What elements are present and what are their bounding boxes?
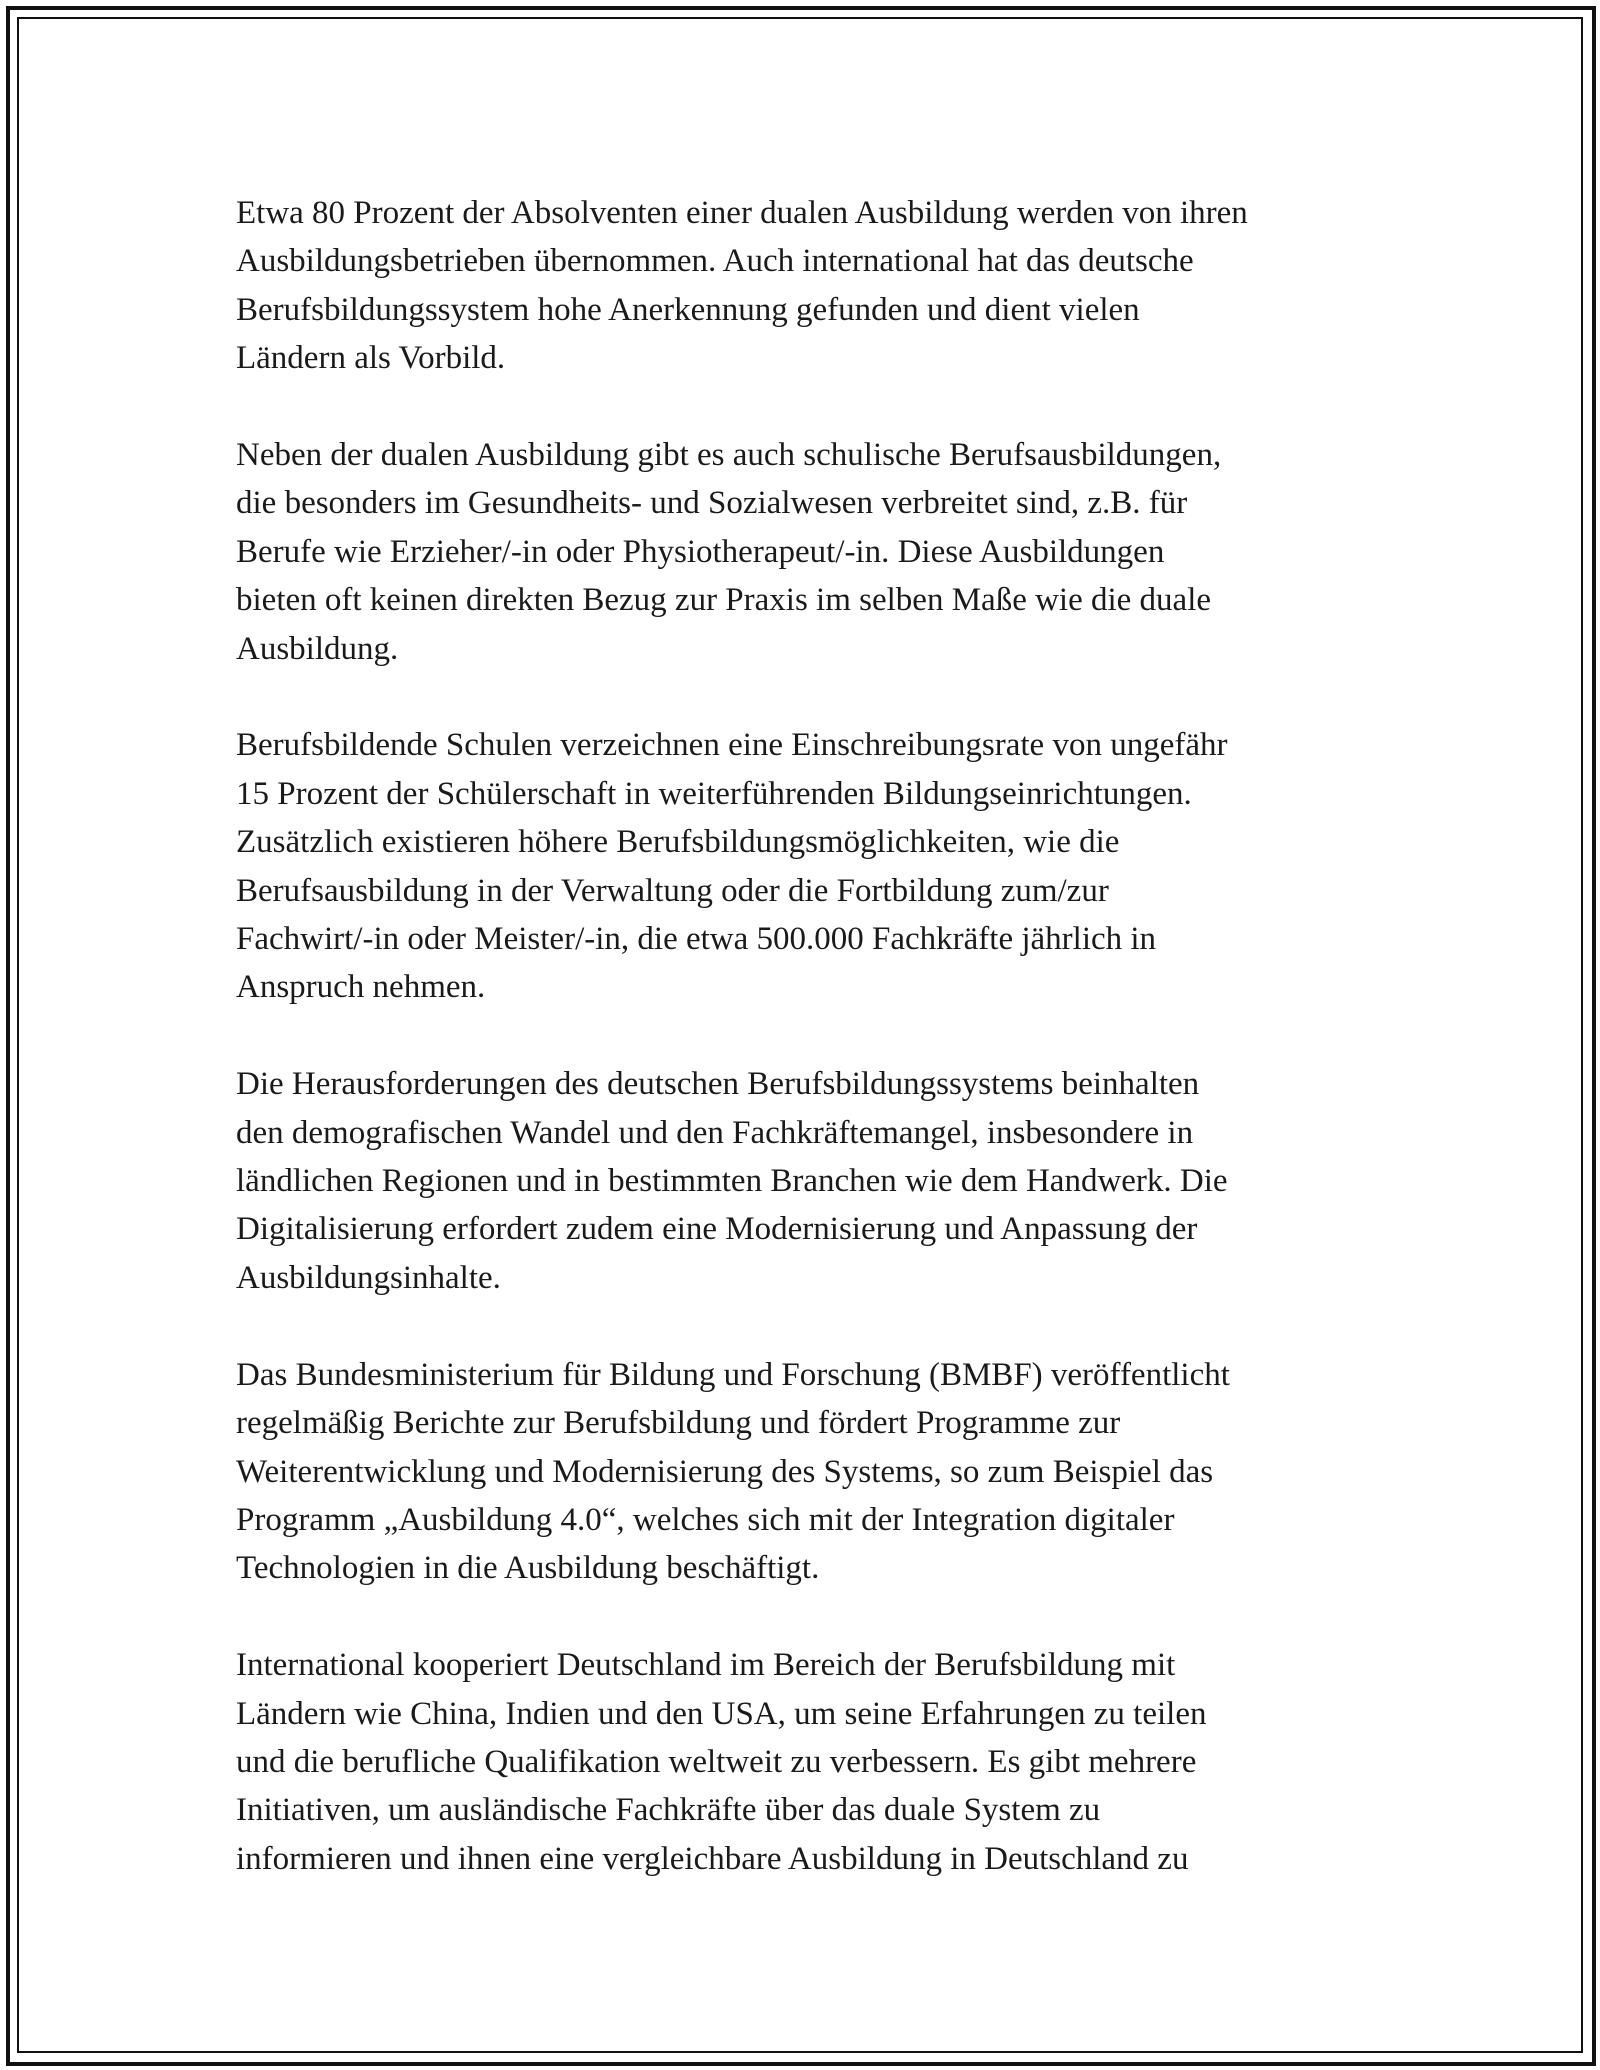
- paragraph-school-based-training: Neben der dualen Ausbildung gibt es auch schulische Berufsausbildungen, die besonders im Gesundheits- und Sozialwesen verbreitet sind, z.B. für Berufe wie Erzieher/-in oder Physiotherapeut/-in. Diese Ausbildungen bieten oft keinen direkten Bezug zur Praxis im selben Maße wie die duale Ausbildung.: [236, 437, 1222, 667]
- paragraph-challenges: Die Herausforderungen des deutschen Berufsbildungssystems beinhalten den demografischen Wandel und den Fachkräftemangel, insbesondere in ländlichen Regionen und in bestimmten Branchen wie dem Handwerk. Die Digitalisierung erfordert zudem eine Modernisierung und Anpassung der Ausbildungsinhalte.: [236, 1066, 1228, 1296]
- paragraph-vocational-schools: Berufsbildende Schulen verzeichnen eine Einschreibungsrate von ungefähr 15 Prozent der Schülerschaft in weiterführenden Bildungseinrichtungen. Zusätzlich existieren höhere Berufsbildungsmöglichkeiten, wie die Berufsausbildung in der Verwaltung oder die Fortbildung zum/zur Fachwirt/-in oder Meister/-in, die etwa 500.000 Fachkräfte jährlich in Anspruch nehmen.: [236, 727, 1228, 1006]
- paragraph-bmbf: Das Bundesministerium für Bildung und Forschung (BMBF) veröffentlicht regelmäßig Berichte zur Berufsbildung und fördert Programme zur Weiterentwicklung und Modernisierung des Systems, so zum Beispiel das Programm „Ausbildung 4.0“, welches sich mit der Integration digitaler Technologien in die Ausbildung beschäftigt.: [236, 1356, 1230, 1587]
- paragraph-graduate-retention: Etwa 80 Prozent der Absolventen einer dualen Ausbildung werden von ihren Ausbildungsbetrieben übernommen. Auch international hat das deutsche Berufsbildungssystem hohe Anerkennung gefunden und dient vielen Ländern als Vorbild.: [236, 195, 1248, 377]
- document-body: [236, 189, 1376, 1932]
- paragraph-international-cooperation: International kooperiert Deutschland im Bereich der Berufsbildung mit Ländern wie China, Indien und den USA, um seine Erfahrungen zu teilen und die berufliche Qualifikation weltweit zu verbessern. Es gibt mehrere Initiativen, um ausländische Fachkräfte über das duale System zu informieren und ihnen eine vergleichbare Ausbildung in Deutschland zu: [236, 1647, 1207, 1877]
